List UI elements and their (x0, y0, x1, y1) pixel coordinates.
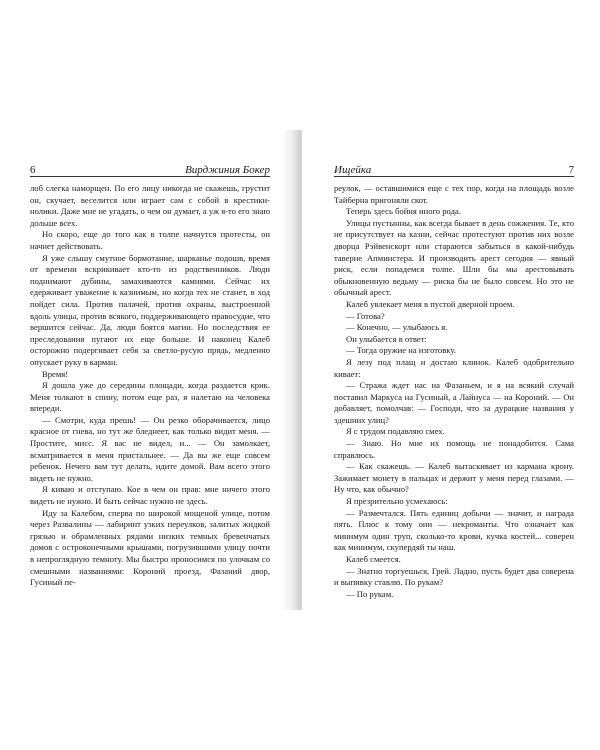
paragraph: Но скоро, еще до того как в толпе начнутся протесты, он начнет действовать. (30, 229, 270, 251)
left-text-block (30, 183, 270, 589)
paragraph: Калеб смеется. (346, 554, 401, 564)
paragraph: Я презрительно усмехаюсь: (346, 496, 448, 507)
paragraph: Я лезу под плащ и достаю клинок. Калеб одобрительно кивает: (334, 356, 574, 379)
paragraph: — Знаю. Но мне их помощь не понадобится. Сама справлюсь. (334, 438, 574, 460)
paragraph: — Как скажешь. — Калеб вытаскивает из кармана крону. Зажимает монету в пальцах и держит у меня перед глазами. — Ну что, как обычно? (334, 461, 574, 495)
paragraph: Теперь здесь бойня иного рода. (346, 206, 461, 217)
paragraph: Я уже слышу смутное бормотание, шарканье подошв, время от времени вскрикивает кто-то из родственников. Люди поднимают дубины, замахиваются камнями. Сейчас их едерживает уважение к казнимым, но когда тех не станет, в ход пойдет сила. Против палачей, против охраны, выстроенной вдоль улицы, против всякого, поддерживающего правосудие, что вершится сейчас. Да, люди боятся магии. Но последствия ее преследования пугают их еще больше. И наконец Калеб осторожно подергивает себя за светло-русую прядь, медленно опускает руку в карман. (30, 252, 270, 367)
paragraph: — Конечно, — улыбаюсь я. (346, 322, 448, 333)
running-head-right (334, 160, 574, 177)
paragraph: Улицы пустынны, как всегда бывает в день сожжения. Те, кто не присутствует на казни, сейчас протестуют против них возле дворца Рэйвенскорт или стараются забыться в какой-нибудь таверне Апминстера. И производить арест сегодня — явный риск, если попадемся толпе. Шли бы мы арестовывать обыкновенную ведьму — риска бы не было совсем. Но это не обычный арест. (334, 217, 574, 298)
paragraph: лоб слегка наморщен. По его лицу никогда не скажешь, грустит он, скучает, веселится или играет сам с собой в крестики-нолики. Даже мне не угадать, о чем он думает, а уж я-то его знаю дольше всех. (30, 183, 270, 228)
paragraph: — Знатно торгуешься, Грей. Ладно, пусть будет два соверена и выпивку ставлю. По рукам? (334, 565, 574, 588)
paragraph: реулок, — оставшимися еще с тех пор, когда на площадь возле Тайберна пригоняли скот. (334, 183, 574, 205)
paragraph: — Смотри, куда прешь! — Он резко оборачивается, лицо красное от гнева, но тут же бледнеет, как только видит меня. — Простите, мисс. Я вас не видел, и... — Он замолкает, всматривается в меня пристальнее. — Да вы же еще совсем ребенок. Нечего вам тут делать, идите домой. Вам всего этого видеть не нужно. (30, 414, 270, 483)
paragraph: — Готова? (346, 310, 385, 321)
paragraph: Я с трудом подавляю смех. (346, 426, 445, 437)
running-head-author: Вирджиния Бокер (185, 164, 270, 176)
running-head-title: Ищейка (334, 164, 372, 176)
right-text-block (334, 183, 574, 600)
paragraph: Он улыбается в ответ: (346, 333, 427, 344)
running-head-left (30, 160, 270, 177)
paragraph: Я киваю и отступаю. Кое в чем он прав: мне ничего этого видеть не нужно. И быть сейчас нужно не здесь. (30, 484, 270, 507)
left-page (0, 0, 298, 750)
paragraph: — Размечтался. Пять единиц добычи — значит, и награда пять. Плюс к тому они — некроманты. Что означает как минимум один труп, сколько-то крови, кучка костей... соверен как минимум, скупердяй ты наш. (334, 507, 574, 553)
paragraph: Время! (42, 368, 69, 379)
paragraph: Иду за Калебом, сперва по широкой мощеной улице, потом через Развалины — лабиринт узких переулков, залитых жидкой грязью и обрамленных рядами низких темных бревенчатых домов с остроконечными крышами, погрузившими улицу почти в непроглядную темноту. Мы быстро проносимся по улочкам со смешными названиями: Короний проезд, Фазаний двор, Гусиный пе- (30, 507, 270, 588)
right-page (302, 0, 600, 750)
paragraph: — Стража ждет нас на Фазаньем, и я на всякий случай поставил Маркуса на Гусиный, а Лайнуса — на Короний. — Он добавляет, помолчав: — Господи, что за дурацкие названия у здешних улиц? (334, 380, 574, 425)
paragraph: Я дошла уже до середины площади, когда раздается крик. Меня толкают в спину, потом еще раз, я налетаю на человека впереди. (30, 380, 270, 414)
paragraph: — По рукам. (346, 588, 394, 599)
page-number: 6 (30, 164, 36, 176)
paragraph: Калеб увлекает меня в пустой дверной проем. (346, 298, 515, 309)
paragraph: — Тогда оружие на изготовку. (346, 345, 456, 356)
page-number: 7 (568, 164, 574, 176)
